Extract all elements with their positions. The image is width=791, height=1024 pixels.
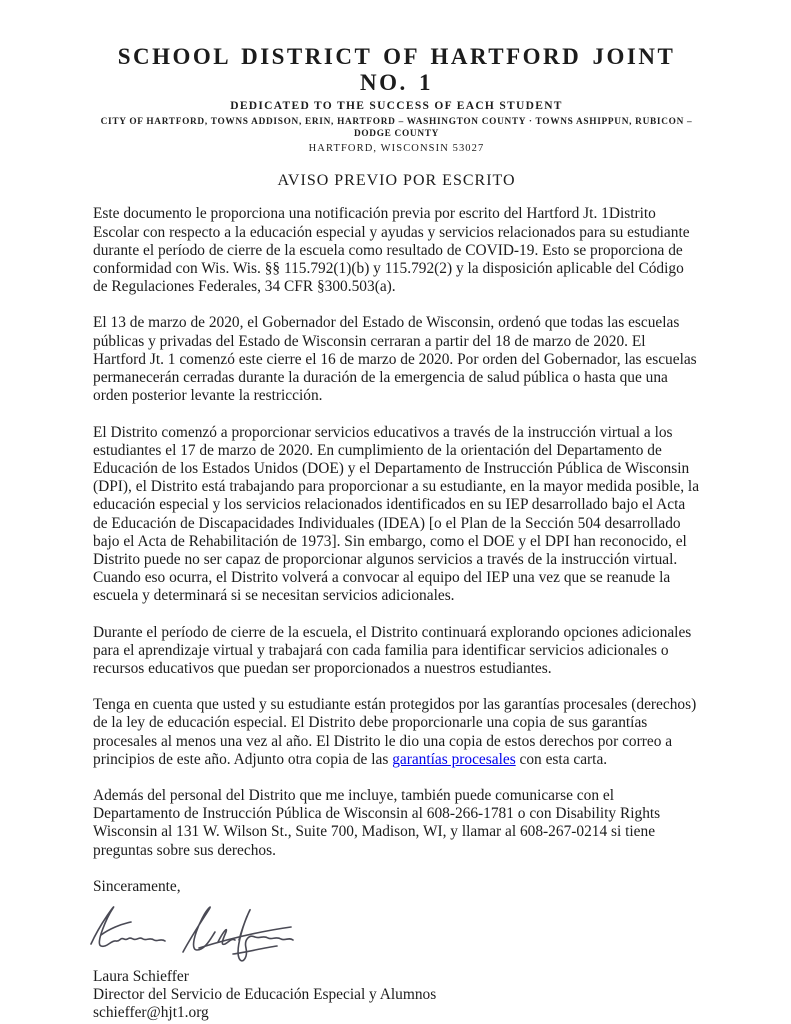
procedural-safeguards-link[interactable]: garantías procesales xyxy=(392,750,516,768)
district-name: SCHOOL DISTRICT OF HARTFORD JOINT NO. 1 xyxy=(117,44,676,96)
paragraph-procedural-safeguards xyxy=(93,696,700,769)
letter-body xyxy=(93,205,700,859)
paragraph-additional-options: Durante el período de cierre de la escuela, el Distrito continuará explorando opciones adicionales para el aprendizaje virtual y trabajará con cada familia para identificar servicios adicionales o recursos educativos que puedan ser proporcionados a nuestros estudiantes. xyxy=(93,623,692,677)
signature-block xyxy=(87,900,700,966)
letterhead xyxy=(93,44,700,155)
sign-off xyxy=(93,968,700,1023)
district-address: HARTFORD, WISCONSIN 53027 xyxy=(308,142,485,154)
signer-name: Laura Schieffer xyxy=(93,967,189,985)
paragraph-intro-notice: Este documento le proporciona una notificación previa por escrito del Hartford Jt. 1Distrito Escolar con respecto a la educación especial y ayudas y servicios relacionados para su estudiante durante el período de cierre de la escuela como resultado de COVID-19. Esto se proporciona de conformidad con Wis. Wis. §§ 115.792(1)(b) y 115.792(2) y la disposición aplicable del Código de Regulaciones Federales, 34 CFR §300.503(a). xyxy=(93,205,690,296)
document-title: AVISO PREVIO POR ESCRITO xyxy=(277,172,516,190)
paragraph-virtual-instruction: El Distrito comenzó a proporcionar servicios educativos a través de la instrucción virtual a los estudiantes el 17 de marzo de 2020. En cumplimiento de la orientación del Departamento de Educación de los Estados Unidos (DOE) y el Departamento de Instrucción Pública de Wisconsin (DPI), el Distrito está trabajando para proporcionar a su estudiante, en la mayor medida posible, la educación especial y los servicios relacionados identificados en su IEP desarrollado bajo el Acta de Educación de Discapacidades Individuales (IDEA) [o el Plan de la Sección 504 desarrollado bajo el Acta de Rehabilitación de 1973]. Sin embargo, como el DOE y el DPI han reconocido, el Distrito puede no ser capaz de proporcionar algunos servicios a través de la instrucción virtual. Cuando eso ocurra, el Distrito volverá a convocar al equipo del IEP una vez que se reanude la escuela y determinará si se necesitan servicios adicionales. xyxy=(93,423,700,605)
district-motto: DEDICATED TO THE SUCCESS OF EACH STUDENT xyxy=(230,99,563,112)
paragraph-contact-info: Además del personal del Distrito que me incluye, también puede comunicarse con el Departamento de Instrucción Pública de Wisconsin al 608-266-1781 o con Disability Rights Wisconsin al 131 W. Wilson St., Suite 700, Madison, WI, y llamar al 608-267-0214 si tiene preguntas sobre sus derechos. xyxy=(93,786,661,859)
district-municipalities: CITY OF HARTFORD, TOWNS ADDISON, ERIN, HARTFORD – WASHINGTON COUNTY · TOWNS ASHIPPUN, RUBICON – DODGE COUNTY xyxy=(100,116,693,139)
salutation: Sinceramente, xyxy=(93,877,181,895)
signer-job-title: Director del Servicio de Educación Especial y Alumnos xyxy=(93,986,437,1004)
signer-email: schieffer@hjt1.org xyxy=(93,1004,209,1022)
safeguards-text-before: Tenga en cuenta que usted y su estudiante están protegidos por las garantías procesales (derechos) de la ley de educación especial. El Distrito debe proporcionarle una copia de sus garantías procesales al menos una vez al año. El Distrito le dio una copia de estos derechos por correo a principios de este año. Adjunto otra copia de las xyxy=(93,696,697,768)
handwritten-signature-icon xyxy=(87,900,322,966)
safeguards-text-after: con esta carta. xyxy=(515,750,608,768)
paragraph-closure-order: El 13 de marzo de 2020, el Gobernador del Estado de Wisconsin, ordenó que todas las escuelas públicas y privadas del Estado de Wisconsin cerraran a partir del 18 de marzo de 2020. El Hartford Jt. 1 comenzó este cierre el 16 de marzo de 2020. Por orden del Gobernador, las escuelas permanecerán cerradas durante la duración de la emergencia de salud pública o hasta que una orden posterior levante la restricción. xyxy=(93,314,697,405)
